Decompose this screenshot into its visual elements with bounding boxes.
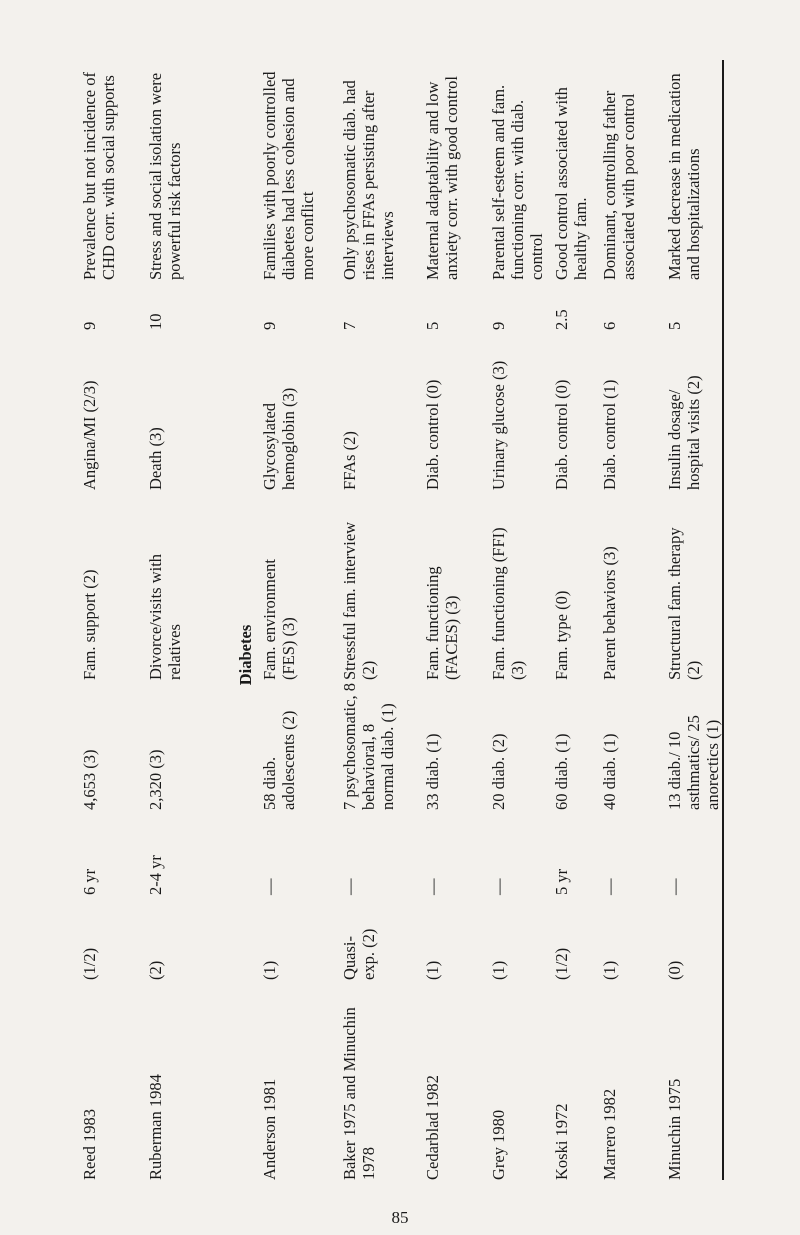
cell-score: 2.5: [552, 309, 571, 330]
cell-outcome: Death (3): [146, 427, 165, 490]
cell-family-variable: Structural fam. therapy (2): [665, 527, 703, 680]
cell-findings: Only psychosomatic diab. had rises in FFAs persisting after interviews: [340, 80, 397, 280]
cell-design: (1): [489, 960, 508, 980]
cell-outcome: Diab. control (1): [600, 379, 619, 490]
cell-study: Ruberman 1984: [146, 1074, 165, 1180]
cell-followup: —: [423, 878, 442, 895]
cell-followup: 5 yr: [552, 868, 571, 895]
cell-study: Minuchin 1975: [665, 1078, 684, 1180]
cell-sample: 60 diab. (1): [552, 733, 571, 810]
cell-findings: Dominant, controlling father associated with poor control: [600, 90, 638, 280]
cell-followup: —: [340, 878, 359, 895]
cell-study: Grey 1980: [489, 1109, 508, 1180]
cell-study: Cedarblad 1982: [423, 1075, 442, 1180]
cell-outcome: Urinary glucose (3): [489, 360, 508, 490]
table-bottom-rule: [722, 60, 724, 1180]
cell-family-variable: Fam. support (2): [80, 569, 99, 680]
cell-design: (1/2): [552, 947, 571, 980]
cell-findings: Marked decrease in medication and hospitalizations: [665, 73, 703, 280]
cell-study: Marrero 1982: [600, 1088, 619, 1180]
cell-outcome: Diab. control (0): [552, 379, 571, 490]
cell-followup: 2-4 yr: [146, 855, 165, 895]
cell-family-variable: Stressful fam. interview (2): [340, 521, 378, 680]
cell-design: (1): [260, 960, 279, 980]
cell-score: 5: [423, 321, 442, 330]
cell-design: (2): [146, 960, 165, 980]
page-number: 85: [391, 1208, 409, 1227]
cell-findings: Families with poorly controlled diabetes had less cohesion and more conflict: [260, 71, 317, 280]
cell-outcome: Glycosylated hemoglobin (3): [260, 387, 298, 490]
cell-study: Anderson 1981: [260, 1078, 279, 1180]
cell-family-variable: Fam. functioning (FFI) (3): [489, 527, 527, 680]
cell-family-variable: Fam. type (0): [552, 590, 571, 680]
cell-family-variable: Divorce/visits with relatives: [146, 553, 184, 680]
cell-findings: Good control associated with healthy fam.: [552, 87, 590, 280]
cell-score: 5: [665, 321, 684, 330]
cell-score: 9: [80, 321, 99, 330]
cell-outcome: FFAs (2): [340, 431, 359, 490]
cell-design: (1): [423, 960, 442, 980]
cell-family-variable: Parent behaviors (3): [600, 546, 619, 680]
cell-score: 6: [600, 321, 619, 330]
cell-findings: Maternal adaptability and low anxiety corr. with good control: [423, 76, 461, 280]
cell-design: (1): [600, 960, 619, 980]
cell-followup: —: [489, 878, 508, 895]
cell-design: (1/2): [80, 947, 99, 980]
cell-outcome: Angina/MI (2/3): [80, 380, 99, 490]
cell-sample: 4,653 (3): [80, 749, 99, 810]
cell-family-variable: Fam. environment (FES) (3): [260, 559, 298, 680]
cell-design: Quasi-exp. (2): [340, 928, 378, 980]
cell-family-variable: Fam. functioning (FACES) (3): [423, 566, 461, 680]
cell-findings: Parental self-esteem and fam. functioning corr. with diab. control: [489, 84, 546, 280]
cell-followup: —: [260, 878, 279, 895]
cell-sample: 20 diab. (2): [489, 733, 508, 810]
cell-sample: 40 diab. (1): [600, 733, 619, 810]
cell-score: 9: [260, 321, 279, 330]
cell-sample: 7 psychosomatic, 8 behavioral, 8 normal diab. (1): [340, 683, 397, 810]
cell-score: 10: [146, 313, 165, 330]
cell-outcome: Diab. control (0): [423, 379, 442, 490]
cell-findings: Prevalence but not incidence of CHD corr. with social supports: [80, 72, 118, 280]
cell-followup: 6 yr: [80, 868, 99, 895]
cell-sample: 33 diab. (1): [423, 733, 442, 810]
cell-study: Baker 1975 and Minuchin 1978: [340, 1007, 378, 1180]
cell-sample: 58 diab. adolescents (2): [260, 710, 298, 810]
cell-followup: —: [600, 878, 619, 895]
cell-study: Koski 1972: [552, 1103, 571, 1180]
cell-study: Reed 1983: [80, 1108, 99, 1180]
cell-design: (0): [665, 960, 684, 980]
rotated-table: [80, 60, 730, 1180]
cell-score: 7: [340, 321, 359, 330]
cell-sample: 2,320 (3): [146, 749, 165, 810]
cell-outcome: Insulin dosage/ hospital visits (2): [665, 375, 703, 490]
cell-findings: Stress and social isolation were powerful risk factors: [146, 72, 184, 280]
cell-followup: —: [665, 878, 684, 895]
cell-sample: 13 diab./ 10 asthmatics/ 25 anorectics (1): [665, 715, 722, 810]
section-label: Diabetes: [236, 624, 255, 686]
cell-score: 9: [489, 321, 508, 330]
